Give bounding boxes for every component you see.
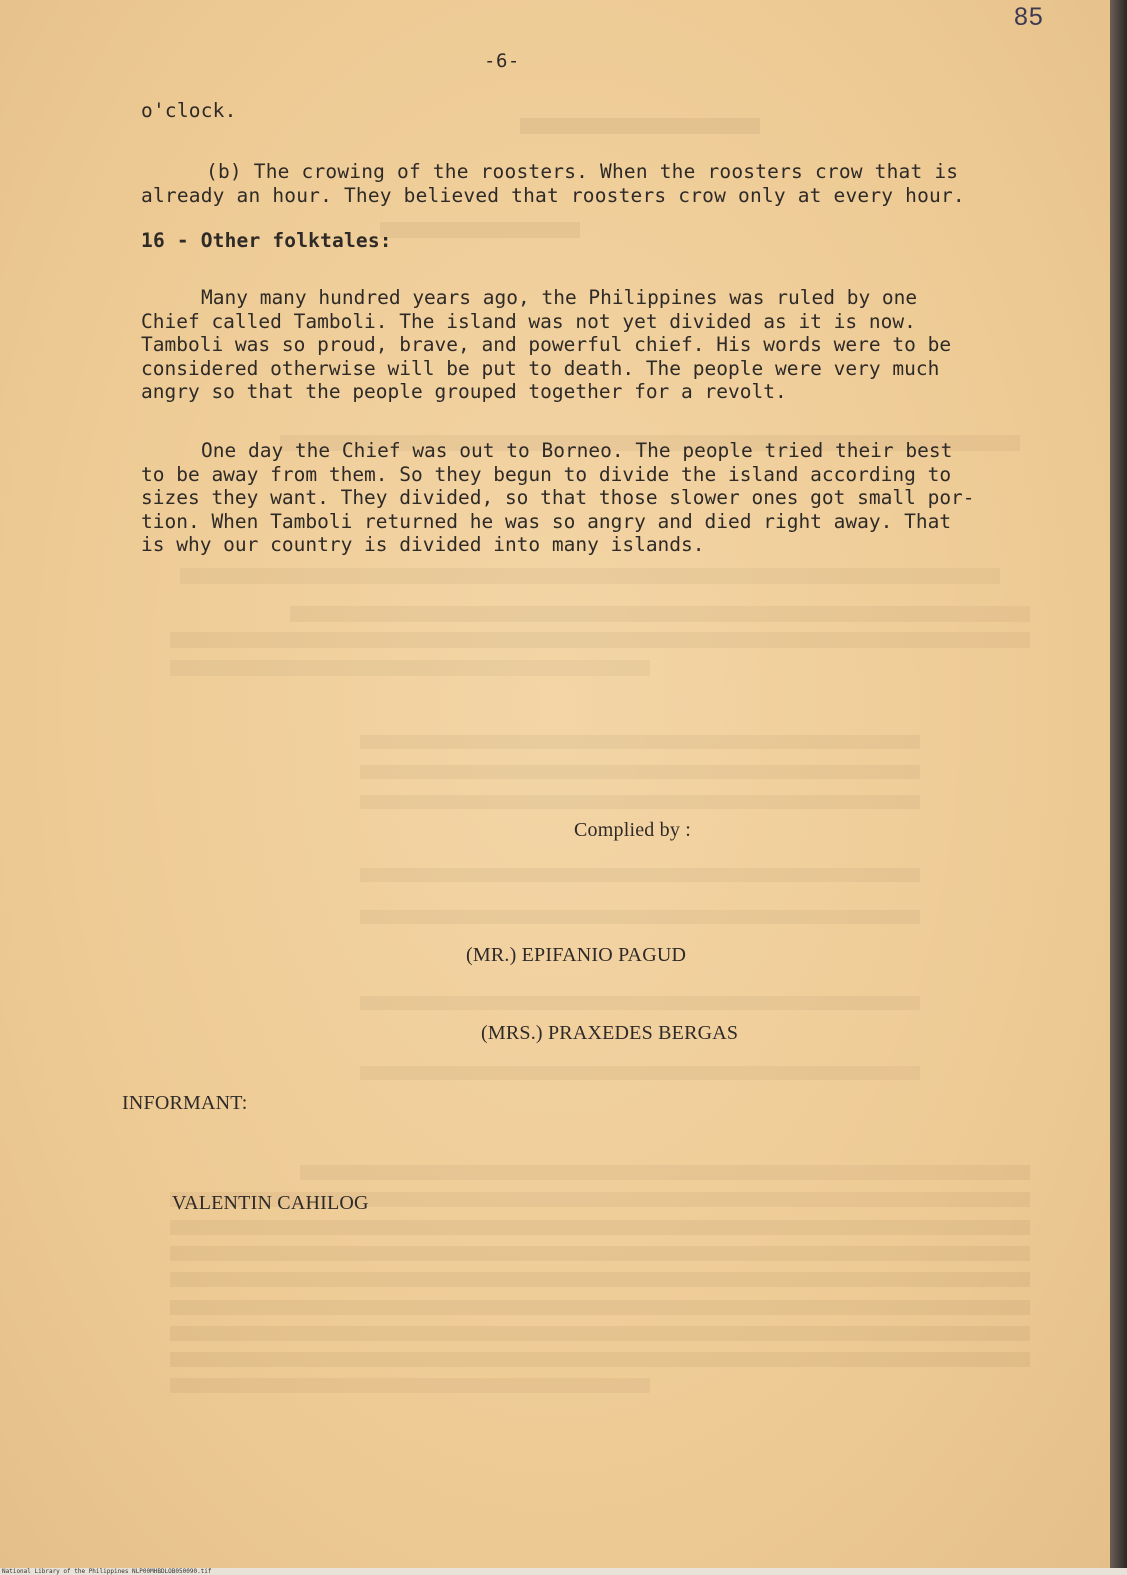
- section-heading: 16 - Other folktales:: [141, 229, 392, 252]
- compiler-name-1: (MR.) EPIFANIO PAGUD: [466, 944, 687, 966]
- folktale-line: Chief called Tamboli. The island was not yet divided as it is now.: [141, 309, 916, 333]
- paragraph-b-line-2: already an hour. They believed that roosters crow only at every hour.: [141, 184, 965, 207]
- folktale-line: angry so that the people grouped together for a revolt.: [141, 380, 787, 403]
- compiler-name-2: (MRS.) PRAXEDES BERGAS: [481, 1022, 739, 1044]
- folktale-line: One day the Chief was out to Borneo. The people tried their best: [201, 439, 953, 462]
- scan-footer-note: National Library of the Philippines NLP00MHBDLOB050090.tif: [2, 1568, 212, 1575]
- page-header: -6-: [484, 50, 520, 72]
- folktale-paragraph-1: [141, 286, 951, 404]
- scan-right-edge: [1110, 0, 1127, 1575]
- folktale-line: to be away from them. So they begun to divide the island according to: [141, 462, 952, 486]
- continued-line: o'clock.: [141, 99, 237, 122]
- folktale-line: sizes they want. They divided, so that those slower ones got small por-: [141, 486, 975, 509]
- scan-footer-strip: [0, 1568, 1127, 1575]
- folktale-line: tion. When Tamboli returned he was so angry and died right away. That: [141, 509, 952, 533]
- paragraph-b-line-1: (b) The crowing of the roosters. When the roosters crow that is: [206, 160, 959, 183]
- stamped-page-number: 85: [1014, 3, 1044, 31]
- informant-name: VALENTIN CAHILOG: [172, 1192, 369, 1214]
- folktale-line: considered otherwise will be put to death. The people were very much: [141, 356, 940, 380]
- folktale-paragraph-2: [141, 439, 975, 557]
- informant-label: INFORMANT:: [122, 1092, 248, 1114]
- folktale-line: Many many hundred years ago, the Philippines was ruled by one: [201, 286, 918, 309]
- folktale-line: is why our country is divided into many islands.: [141, 533, 705, 556]
- folktale-line: Tamboli was so proud, brave, and powerful chief. His words were to be: [141, 333, 952, 356]
- compiled-by-label: Complied by :: [574, 819, 692, 841]
